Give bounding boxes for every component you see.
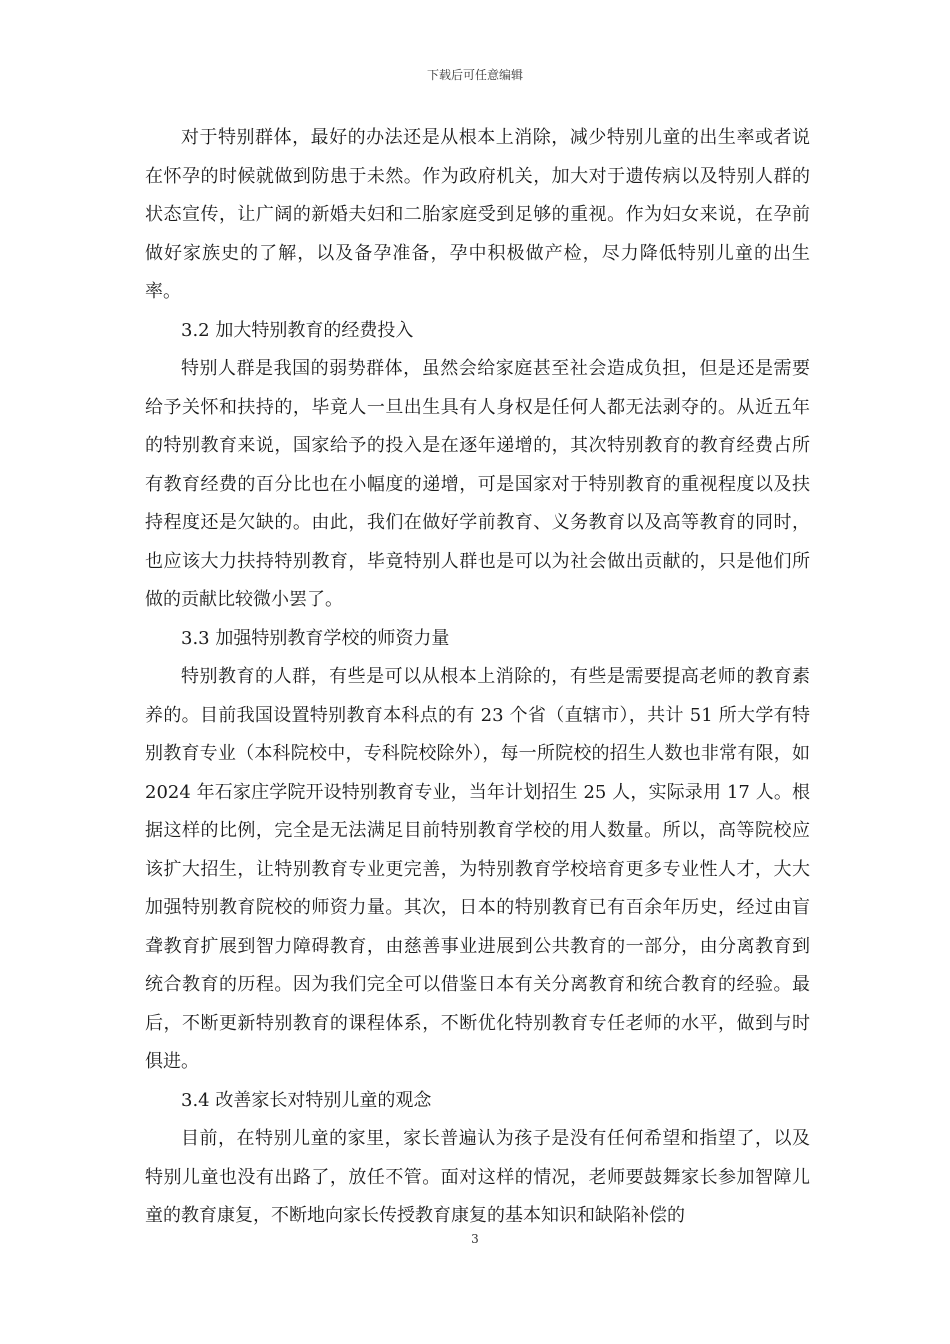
body-text — [145, 119, 810, 1236]
paragraph-prevention: 对于特别群体，最好的办法还是从根本上消除，减少特别儿童的出生率或者说在怀孕的时候就做到防患于未然。作为政府机关，加大对于遗传病以及特别人群的状态宣传，让广阔的新婚夫妇和二胎家庭受到足够的重视。作为妇女来说，在孕前做好家族史的了解，以及备孕准备，孕中积极做产检，尽力降低特别儿童的出生率。 — [145, 127, 810, 302]
section-heading-3-3: 3.3 加强特别教育学校的师资力量 — [181, 627, 450, 649]
section-heading-3-2: 3.2 加大特别教育的经费投入 — [181, 319, 414, 341]
paragraph-teachers: 特别教育的人群，有些是可以从根本上消除的，有些是需要提高老师的教育素养的。目前我国设置特别教育本科点的有 23 个省（直辖市），共计 51 所大学有特别教育专业（本科院校中，专科院校除外），每一所院校的招生人数也非常有限，如 2024 年石家庄学院开设特别教育专业，当年计划招生 25 人，实际录用 17 人。根据这样的比例，完全是无法满足目前特别教育学校的用人数量。所以，高等院校应该扩大招生，让特别教育专业更完善，为特别教育学校培育更多专业性人才，大大加强特别教育院校的师资力量。其次，日本的特别教育已有百余年历史，经过由盲聋教育扩展到智力障碍教育，由慈善事业进展到公共教育的一部分，由分离教育到统合教育的历程。因为我们完全可以借鉴日本有关分离教育和统合教育的经验。最后，不断更新特别教育的课程体系，不断优化特别教育专任老师的水平，做到与时俱进。 — [145, 666, 810, 1072]
page-number: 3 — [471, 1232, 479, 1246]
section-heading-3-4: 3.4 改善家长对特别儿童的观念 — [181, 1089, 432, 1111]
paragraph-parents: 目前，在特别儿童的家里，家长普遍认为孩子是没有任何希望和指望了，以及特别儿童也没有出路了，放任不管。面对这样的情况，老师要鼓舞家长参加智障儿童的教育康复，不断地向家长传授教育康复的基本知识和缺陷补偿的 — [145, 1128, 810, 1226]
page-header: 下载后可任意编辑 — [426, 68, 523, 82]
paragraph-funding: 特别人群是我国的弱势群体，虽然会给家庭甚至社会造成负担，但是还是需要给予关怀和扶持的，毕竟人一旦出生具有人身权是任何人都无法剥夺的。从近五年的特别教育来说，国家给予的投入是在逐年递增的，其次特别教育的教育经费占所有教育经费的百分比也在小幅度的递增，可是国家对于特别教育的重视程度以及扶持程度还是欠缺的。由此，我们在做好学前教育、义务教育以及高等教育的同时，也应该大力扶持特别教育，毕竟特别人群也是可以为社会做出贡献的，只是他们所做的贡献比较微小罢了。 — [145, 358, 810, 610]
